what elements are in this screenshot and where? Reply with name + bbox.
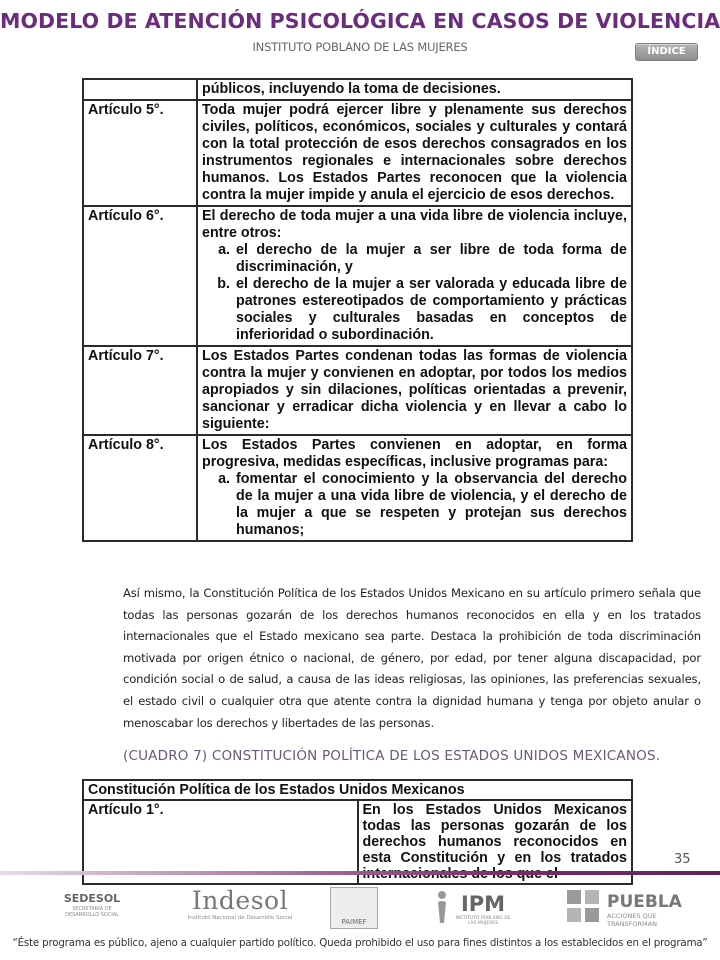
article-label: Artículo 5°. — [83, 100, 197, 206]
sedesol-logo — [62, 880, 122, 938]
article-cell — [197, 206, 632, 346]
list-marker: a. — [218, 471, 230, 487]
ipm-logo-text: IPM — [460, 892, 506, 916]
paimef-logo-box — [330, 887, 378, 929]
article-label: Artículo 1°. — [83, 800, 358, 884]
article-label: Artículo 6°. — [83, 206, 197, 346]
list-item-text: el derecho de la mujer a ser libre de toda forma de discriminación, y — [236, 242, 627, 275]
institute-subtitle: INSTITUTO POBLANO DE LAS MUJERES — [252, 40, 468, 54]
table-row — [83, 79, 632, 100]
table-row-article-5 — [83, 100, 632, 206]
indesol-logo — [175, 880, 305, 938]
paimef-logo — [330, 880, 378, 938]
ipm-logo-subtext: INSTITUTO POBLANO DE LAS MUJERES — [455, 916, 511, 926]
sedesol-logo-text: SEDESOL — [63, 892, 121, 905]
index-button[interactable]: ÍNDICE — [635, 43, 698, 61]
table-row-article-7 — [83, 346, 632, 435]
table-header: Constitución Política de los Estados Unidos Mexicanos — [83, 780, 632, 800]
ipm-logo — [435, 880, 515, 938]
table-cell — [83, 79, 197, 100]
list-item-text: el derecho de la mujer a ser valorada y educada libre de patrones estereotipados de comportamiento y prácticas sociales y culturales basadas en conceptos de inferioridad o subordinación. — [236, 276, 627, 343]
list-marker: b. — [217, 276, 230, 292]
sedesol-logo-subtext: SECRETARÍA DE DESARROLLO SOCIAL — [65, 906, 119, 918]
section-heading: (CUADRO 7) CONSTITUCIÓN POLÍTICA DE LOS ESTADOS UNIDOS MEXICANOS. — [123, 748, 661, 764]
indesol-logo-subtext: Instituto Nacional de Desarrollo Social — [187, 915, 293, 921]
article-cell — [197, 435, 632, 541]
puebla-logo — [565, 880, 700, 938]
scanned-convention-table — [82, 78, 633, 569]
article-text: Toda mujer podrá ejercer libre y plenamente sus derechos civiles, políticos, económicos, sociales y culturales y contará con la total protección de esos derechos consagrados en los instrumentos regionales e internacionales sobre derechos humanos. Los Estados Partes reconocen que la violencia contra la mujer impide y anula el ejercicio de esos derechos. — [197, 100, 632, 206]
article-text: En los Estados Unidos Mexicanos todas las personas gozarán de los derechos humanos reconocidos en esta Constitución y en los tratados — [358, 800, 633, 884]
ipm-symbol-icon — [435, 890, 449, 924]
puebla-logo-text: PUEBLA — [607, 892, 682, 912]
list-marker: a. — [218, 242, 230, 258]
table-row-article-8 — [83, 435, 632, 541]
footer-disclaimer: “Éste programa es público, ajeno a cualquier partido político. Queda prohibido el uso para fines distintos a los establecidos en el programa” — [12, 937, 708, 949]
puebla-emblem-icon — [565, 888, 601, 924]
table-header-row — [83, 780, 632, 800]
page-number: 35 — [674, 852, 691, 867]
list-item — [202, 276, 627, 344]
table-cell-text: públicos, incluyendo la toma de decisiones. — [197, 79, 632, 100]
indesol-logo-text: Indesol — [191, 886, 289, 915]
list-item-text: fomentar el conocimiento y la observancia del derecho de la mujer a una vida libre de violencia, y el derecho de la mujer a que se respeten y protejan sus derechos humanos; — [236, 471, 627, 538]
list-item — [202, 471, 627, 539]
puebla-logo-subtext: ACCIONES QUE TRANSFORMAN — [607, 912, 657, 928]
footer-divider — [0, 871, 720, 875]
article-text: Los Estados Partes condenan todas las formas de violencia contra la mujer y convienen en adoptar, por todos los medios apropiados y sin dilaciones, políticas orientadas a prevenir, sancionar y erradicar dicha violencia y en llevar a cabo lo siguiente: — [197, 346, 632, 435]
sponsor-logos — [0, 880, 720, 944]
article-text: El derecho de toda mujer a una vida libre de violencia incluye, entre otros: — [202, 208, 627, 241]
list-item — [202, 242, 627, 276]
paimef-logo-text: PAIMEF — [341, 918, 367, 926]
article-label: Artículo 8°. — [83, 435, 197, 541]
document-title: MODELO DE ATENCIÓN PSICOLÓGICA EN CASOS DE VIOLENCIA — [0, 9, 720, 33]
table-row-article-6 — [83, 206, 632, 346]
article-label: Artículo 7°. — [83, 346, 197, 435]
article-text: Los Estados Partes convienen en adoptar, en forma progresiva, medidas específicas, inclusive programas para: — [202, 437, 627, 470]
scanned-constitution-table — [82, 779, 633, 866]
body-paragraph: Así mismo, la Constitución Política de los Estados Unidos Mexicano en su artículo primero señala que todas las personas gozarán de los derechos humanos reconocidos en ella y en los tratados internacionales que el Estado mexicano sea parte. Destaca la prohibición de toda discriminación motivada por origen étnico o nacional, de género, por edad, por tener alguna discapacidad, por condición social o de salud, a causa de las ideas religiosas, las opiniones, las preferencias sexuales, el estado civil o cualquier otra que atente contra la dignidad humana y tenga por objeto anular o menoscabar los derechos y libertades de las personas. — [123, 586, 701, 730]
